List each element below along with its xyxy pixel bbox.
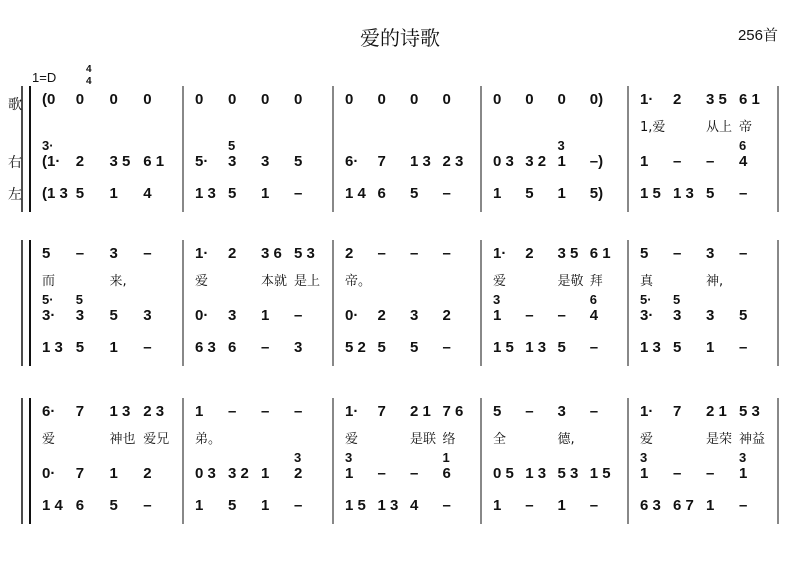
right-hand-note: 3 2 [525,153,547,170]
right-hand-note: 2 [442,307,451,324]
right-hand-note: – [706,465,715,482]
left-hand-note: – [442,339,451,356]
song-note: 0 [261,91,270,108]
right-hand-note: 3· [42,307,56,324]
left-hand-note: 5 [75,339,85,356]
left-hand-note: 1 3 [673,185,694,202]
lyric: 本就 [261,274,288,289]
lyric: 弟。 [195,432,222,447]
right-hand-note: 3 [228,153,237,170]
right-hand-note: 1 [493,307,502,324]
right-hand-note: 3 [673,307,682,324]
song-note: 1 [195,403,204,420]
right-hand-note: 2 [143,465,152,482]
harmony-note: 3 [493,292,501,307]
song-note: 0 [377,91,386,108]
right-hand-note: 3 [706,307,715,324]
right-hand-note: 3 2 [228,465,249,482]
left-hand-note: 1 [706,497,715,514]
song-note: 0 [557,91,566,108]
left-hand-note: – [589,497,599,514]
song-note: 0 [442,91,451,108]
right-hand-note: – [377,465,386,482]
lyric: 帝 [739,120,753,135]
song-note: 3 [706,245,715,262]
song-note: 0 [525,91,534,108]
right-hand-note: 1 5 [589,465,611,482]
song-note: 2 [673,91,682,108]
lyric: 是上 [294,274,321,289]
song-note: 2 1 [706,403,727,420]
lyric: 是联 [410,432,437,447]
song-note: – [75,245,85,262]
song-note: 3 [557,403,566,420]
right-hand-note: – [557,307,566,324]
song-note: 1 3 [109,403,131,420]
left-hand-note: – [739,339,748,356]
left-hand-note: – [294,497,303,514]
song-note: 7 [75,403,85,420]
right-hand-note: 0· [195,307,209,324]
right-hand-note: 5 [294,153,303,170]
lyric: 爱兄 [143,432,170,447]
right-hand-note: – [673,153,682,170]
left-hand-note: 1 3 [640,339,661,356]
left-hand-note: 4 [410,497,419,514]
harmony-note: 3 [294,450,302,465]
harmony-note: 3 [345,450,353,465]
left-hand-note: 5 [75,185,85,202]
right-hand-note: 6 [442,465,451,482]
left-hand-note: 6 [75,497,85,514]
right-hand-note: 3 5 [109,153,131,170]
right-hand-note: 1 [739,465,748,482]
song-note: 3 [109,245,118,262]
song-note: 0 [294,91,303,108]
left-hand-note: 5 [410,339,419,356]
song-note: 2 3 [143,403,165,420]
song-note: (0 [42,91,56,108]
left-hand-note: 5 [525,185,534,202]
left-hand-note: 1 5 [345,497,366,514]
left-hand-note: (1 3 [42,185,68,202]
song-note: – [673,245,682,262]
right-hand-note: 3 [75,307,85,324]
key-signature: 1=D [32,70,57,85]
song-note: 0 [345,91,354,108]
song-note: – [589,403,599,420]
harmony-note: 6 [589,292,597,307]
lyric: 拜 [589,274,603,289]
song-note: – [228,403,237,420]
right-hand-note: 5 3 [557,465,579,482]
song-note: – [294,403,303,420]
song-note: 2 [345,245,354,262]
left-hand-note: 6 [228,339,237,356]
song-title: 爱的诗歌 [360,28,440,50]
left-hand-note: – [525,497,534,514]
right-hand-note: 3 [261,153,270,170]
left-hand-note: 1 [261,185,270,202]
lyric: 是荣 [706,432,733,447]
left-hand-note: 3 [294,339,303,356]
song-note: 1· [640,403,654,420]
right-hand-note: 0· [345,307,359,324]
voice-label-left: 左 [8,186,22,202]
time-signature-top: 4 [86,64,92,75]
lyric: 1,爱 [640,120,666,135]
song-note: – [261,403,270,420]
lyric: 爱 [345,432,359,447]
song-note: 7 [673,403,682,420]
left-hand-note: 5 [228,497,237,514]
lyric: 神也 [109,432,136,447]
right-hand-note: – [294,307,303,324]
song-note: 2 [525,245,534,262]
left-hand-note: 1 5 [640,185,661,202]
song-note: – [525,403,534,420]
song-note: 3 5 [706,91,727,108]
lyric: 德, [557,432,575,447]
left-hand-note: – [739,497,748,514]
lyric: 爱 [42,432,56,447]
right-hand-note: 7 [75,465,85,482]
lyric: 是敬 [557,274,584,289]
right-hand-note: 1 [557,153,566,170]
left-hand-note: 1 3 [42,339,63,356]
left-hand-note: 5 [228,185,237,202]
right-hand-note: 1 [261,307,270,324]
song-note: 6 1 [589,245,611,262]
song-note: 5 3 [294,245,315,262]
right-hand-note: – [706,153,715,170]
right-hand-note: 2 [294,465,303,482]
lyric: 而 [42,274,56,289]
lyric: 来, [109,274,127,289]
song-note: 0 [410,91,419,108]
right-hand-note: 1 [640,465,649,482]
right-hand-note: – [525,307,534,324]
right-hand-note: 1 [261,465,270,482]
left-hand-note: 6 7 [673,497,694,514]
song-note: 1· [640,91,654,108]
harmony-note: 3· [42,138,54,153]
song-note: 5 [42,245,51,262]
song-note: 2 [228,245,237,262]
song-note: 0) [589,91,604,108]
left-hand-note: – [143,497,152,514]
song-note: 0 [143,91,152,108]
song-note: 1· [493,245,507,262]
song-note: 3 6 [261,245,282,262]
harmony-note: 1 [442,450,450,465]
song-note: – [143,245,152,262]
song-note: 0 [493,91,502,108]
left-hand-note: – [261,339,270,356]
lyric: 真 [640,274,654,289]
lyric: 神益 [739,432,766,447]
left-hand-note: 1 [261,497,270,514]
left-hand-note: 6 [377,185,386,202]
time-signature-bottom: 4 [86,76,92,87]
left-hand-note: 5 [706,185,715,202]
lyric: 爱 [640,432,654,447]
harmony-note: 3 [557,138,565,153]
left-hand-note: 1 3 [525,339,547,356]
harmony-note: 5· [42,292,54,307]
harmony-note: 5 [75,292,83,307]
left-hand-note: 5 [673,339,682,356]
voice-label-song: 歌 [8,96,22,112]
song-note: 0 [75,91,85,108]
right-hand-note: 7 [377,153,386,170]
harmony-note: 5· [640,292,652,307]
left-hand-note: 1 3 [195,185,216,202]
left-hand-note: 1 [557,497,566,514]
left-hand-note: 1 4 [345,185,366,202]
right-hand-note: (1· [42,153,61,170]
right-hand-note: 1 3 [410,153,431,170]
left-hand-note: – [739,185,748,202]
right-hand-note: 5· [195,153,209,170]
right-hand-note: 1 [345,465,354,482]
right-hand-note: 0 3 [493,153,514,170]
left-hand-note: 5 [377,339,386,356]
right-hand-note: – [410,465,419,482]
left-hand-note: 5 [410,185,419,202]
left-hand-note: 1 5 [493,339,514,356]
left-hand-note: 1 [706,339,715,356]
left-hand-note: 1 3 [377,497,399,514]
song-note: 3 5 [557,245,579,262]
right-hand-note: 2 3 [442,153,464,170]
left-hand-note: – [143,339,152,356]
right-hand-note: 6 1 [143,153,165,170]
song-note: 0 [228,91,237,108]
right-hand-note: 0· [42,465,56,482]
lyric: 从上 [706,120,733,135]
left-hand-note: 1 4 [42,497,63,514]
left-hand-note: 1 [493,185,502,202]
song-note: 7 6 [442,403,464,420]
left-hand-note: 1 [493,497,502,514]
song-note: 5 [640,245,649,262]
lyric: 帝。 [345,274,372,289]
right-hand-note: 1 [640,153,649,170]
harmony-note: 3 [739,450,747,465]
lyric: 络 [442,432,456,447]
left-hand-note: – [294,185,303,202]
song-note: 1· [345,403,359,420]
right-hand-note: – [673,465,682,482]
right-hand-note: 0 3 [195,465,216,482]
song-note: 6 1 [739,91,760,108]
left-hand-note: – [589,339,599,356]
left-hand-note: – [442,185,451,202]
lyric: 爱 [493,274,507,289]
song-note: 0 [109,91,118,108]
left-hand-note: 1 [109,339,118,356]
left-hand-note: 6 3 [640,497,661,514]
right-hand-note: –) [589,153,604,170]
right-hand-note: 5 [739,307,748,324]
right-hand-note: 2 [75,153,85,170]
song-note: 5 [493,403,502,420]
song-note: 5 3 [739,403,760,420]
left-hand-note: 5) [589,185,604,202]
harmony-note: 5 [228,138,236,153]
song-number: 256首 [737,27,778,44]
song-note: – [442,245,451,262]
left-hand-note: 1 [195,497,204,514]
song-note: 6· [42,403,56,420]
song-note: 2 1 [410,403,431,420]
right-hand-note: 6· [345,153,359,170]
left-hand-note: 5 [557,339,566,356]
lyric: 爱 [195,274,209,289]
song-note: – [410,245,419,262]
song-note: 7 [377,403,386,420]
right-hand-note: 1 [109,465,118,482]
harmony-note: 6 [739,138,747,153]
right-hand-note: 5 [109,307,118,324]
right-hand-note: 4 [739,153,748,170]
song-note: – [739,245,748,262]
right-hand-note: 3 [143,307,152,324]
left-hand-note: – [442,497,451,514]
harmony-note: 3 [640,450,648,465]
left-hand-note: 1 [109,185,118,202]
song-note: – [377,245,386,262]
voice-label-right: 右 [8,154,22,170]
left-hand-note: 6 3 [195,339,216,356]
right-hand-note: 1 3 [525,465,547,482]
lyric: 全 [493,432,507,447]
lyric: 神, [706,274,724,289]
right-hand-note: 3· [640,307,654,324]
right-hand-note: 3 [228,307,237,324]
song-note: 0 [195,91,204,108]
right-hand-note: 3 [410,307,419,324]
right-hand-note: 0 5 [493,465,514,482]
left-hand-note: 5 [109,497,118,514]
left-hand-note: 1 [557,185,566,202]
right-hand-note: 4 [589,307,599,324]
left-hand-note: 5 2 [345,339,366,356]
left-hand-note: 4 [143,185,152,202]
song-note: 1· [195,245,209,262]
harmony-note: 5 [673,292,681,307]
right-hand-note: 2 [377,307,386,324]
